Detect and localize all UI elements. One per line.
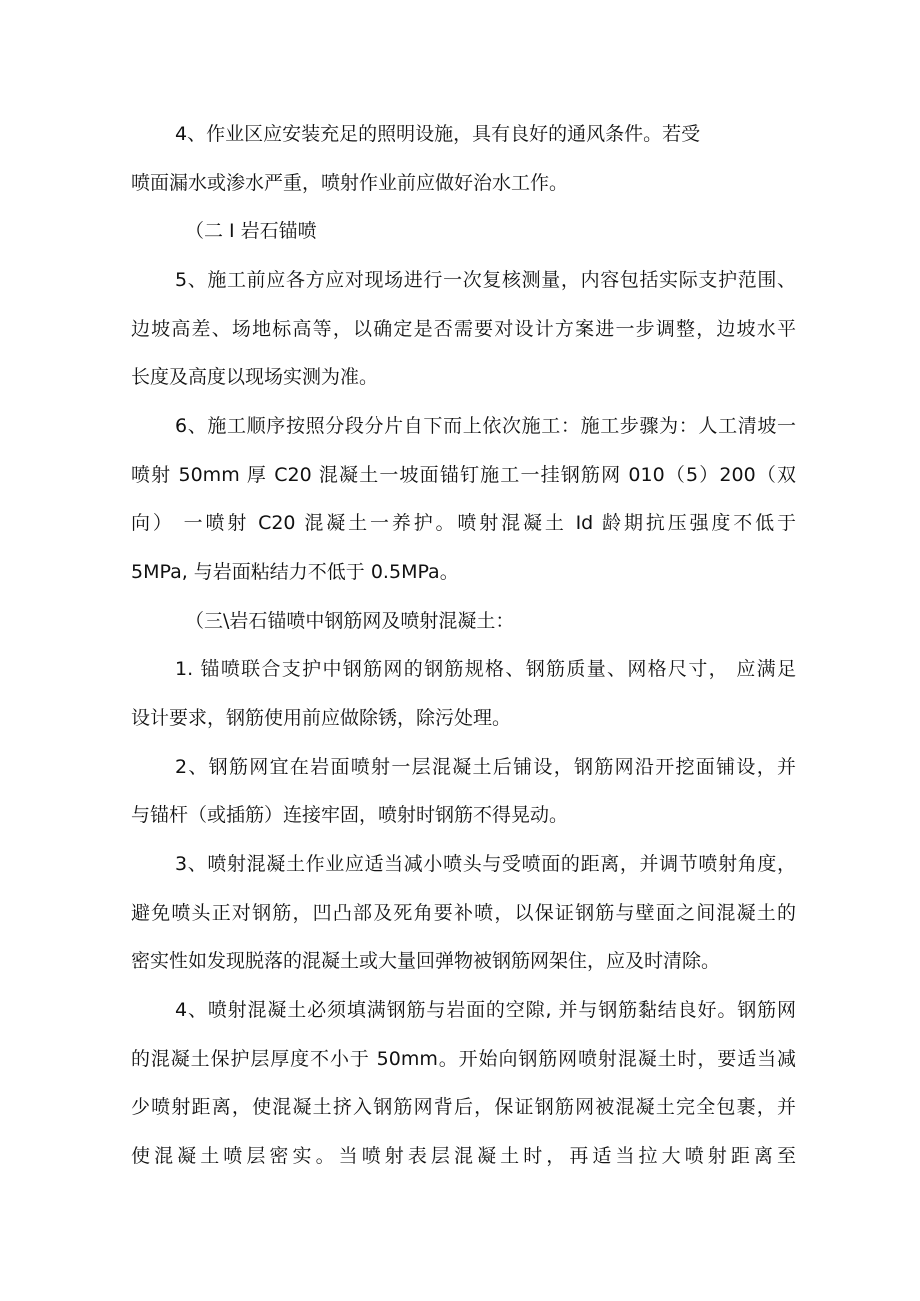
paragraph-line: 避免喷头正对钢筋，凹凸部及死角要补喷，以保证钢筋与壁面之间混凝土的 <box>131 902 796 924</box>
paragraph-line: 少喷射距离，使混凝土挤入钢筋网背后，保证钢筋网被混凝土完全包裹，并 <box>131 1096 796 1118</box>
section-heading: （三\岩石锚喷中钢筋网及喷射混凝土： <box>185 610 515 632</box>
paragraph-line: 密实性如发现脱落的混凝土或大量回弹物被钢筋网架住，应及时清除。 <box>131 950 721 972</box>
paragraph-line: 5、施工前应各方应对现场进行一次复核测量，内容包括实际支护范围、 <box>175 269 796 291</box>
paragraph-line: 设计要求，钢筋使用前应做除锈，除污处理。 <box>131 707 512 729</box>
paragraph-line: 使混凝土喷层密实。当喷射表层混凝土时，再适当拉大喷射距离至 <box>131 1145 796 1167</box>
paragraph-line: 6、施工顺序按照分段分片自下而上依次施工：施工步骤为：人工清坡一 <box>175 415 796 437</box>
paragraph-line: 喷面漏水或渗水严重，喷射作业前应做好治水工作。 <box>131 172 569 194</box>
paragraph-line: 4、喷射混凝土必须填满钢筋与岩面的空隙, 并与钢筋黏结良好。钢筋网 <box>175 999 796 1021</box>
paragraph-line: 2、钢筋网宜在岩面喷射一层混凝土后铺设，钢筋网沿开挖面铺设，并 <box>175 756 796 778</box>
paragraph-line: 3、喷射混凝土作业应适当减小喷头与受喷面的距离，并调节喷射角度， <box>175 853 796 875</box>
paragraph-line: 与锚杆（或插筋）连接牢固，喷射时钢筋不得晃动。 <box>131 804 569 826</box>
paragraph-line: 的混凝土保护层厚度不小于 50mm。开始向钢筋网喷射混凝土时，要适当减 <box>131 1048 796 1070</box>
paragraph-line: 4、作业区应安装充足的照明设施，具有良好的通风条件。若受 <box>175 123 701 145</box>
section-heading: （二 I 岩石锚喷 <box>185 220 317 242</box>
paragraph-line: 喷射 50mm 厚 C20 混凝土一坡面锚钉施工一挂钢筋网 010（5）200（双 <box>131 464 796 486</box>
paragraph-line: 长度及高度以现场实测为准。 <box>131 366 379 388</box>
paragraph-line: 5MPa, 与岩面粘结力不低于 0.5MPa。 <box>131 561 459 583</box>
paragraph-line: 边坡高差、场地标高等，以确定是否需要对设计方案进一步调整，边坡水平 <box>131 318 796 340</box>
paragraph-line: 1. 锚喷联合支护中钢筋网的钢筋规格、钢筋质量、网格尺寸， 应满足 <box>175 658 796 680</box>
paragraph-line: 向） 一喷射 C20 混凝土一养护。喷射混凝土 Id 龄期抗压强度不低于 <box>131 512 796 534</box>
